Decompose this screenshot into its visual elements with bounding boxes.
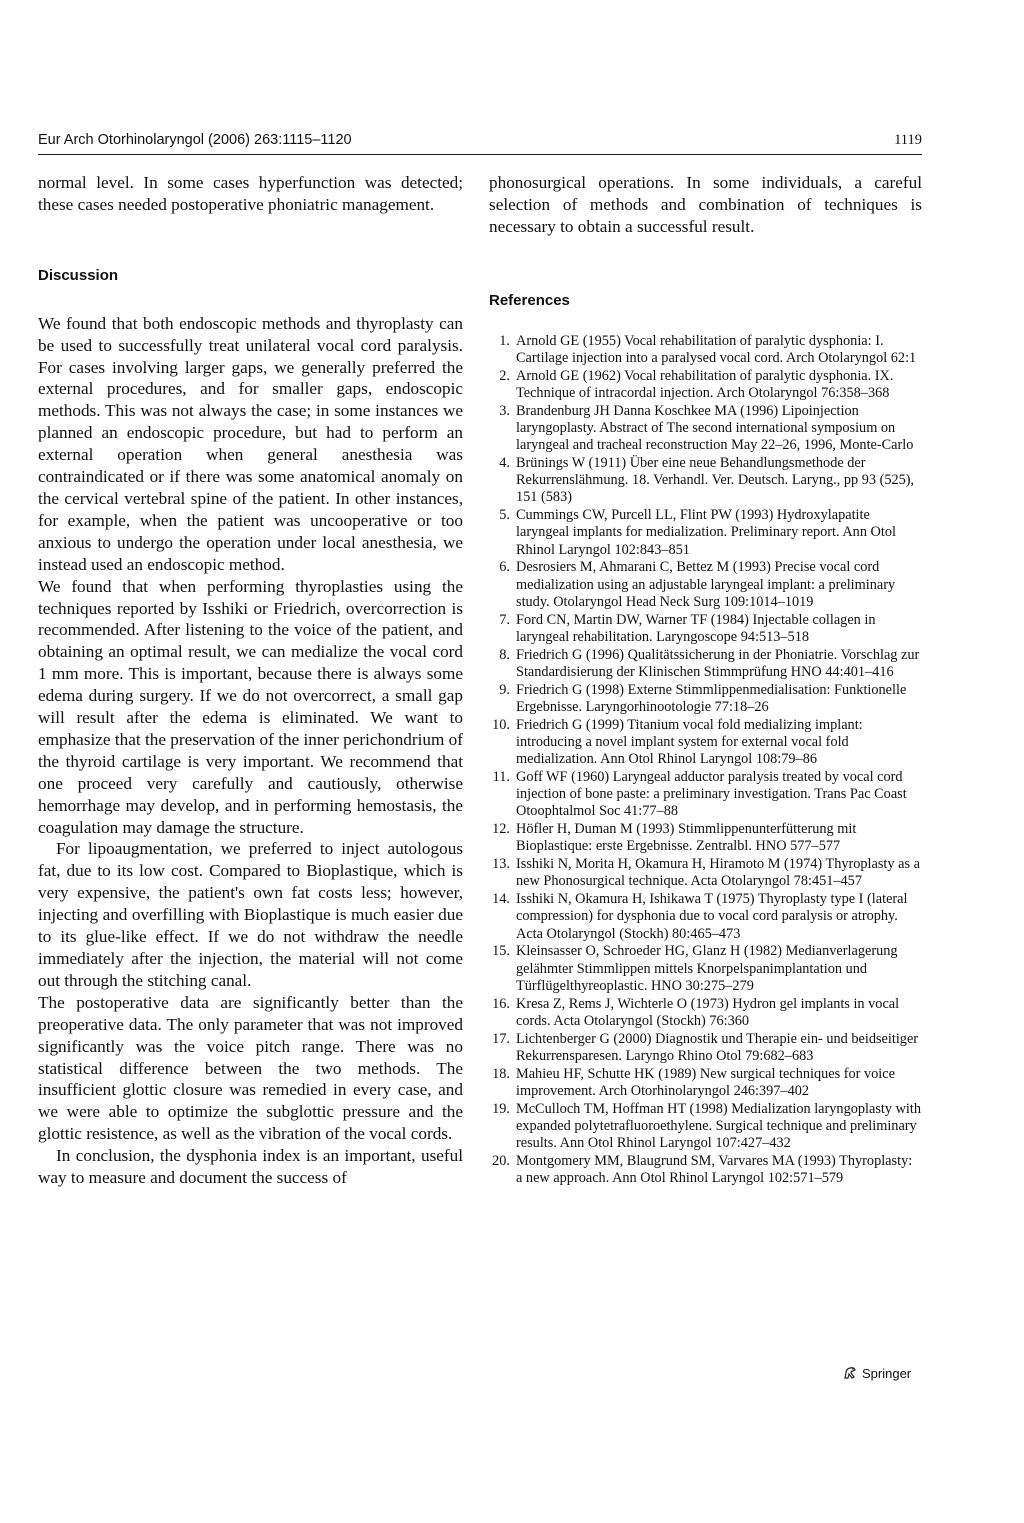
reference-number: 16. [492, 995, 510, 1012]
reference-number: 5. [499, 507, 510, 524]
right-column [489, 172, 922, 1188]
reference-text: Isshiki N, Okamura H, Ishikawa T (1975) Thyroplasty type I (lateral compression) for dysphonia due to vocal cord paralysis or atrophy. Acta Otolaryngol (Stockh) 80:465–473 [516, 891, 908, 942]
reference-number: 11. [492, 768, 510, 785]
reference-item [489, 403, 922, 455]
reference-number: 3. [499, 402, 510, 419]
reference-text: Mahieu HF, Schutte HK (1989) New surgical techniques for voice improvement. Arch Otorhinolaryngol 246:397–402 [516, 1065, 895, 1099]
reference-number: 18. [492, 1065, 510, 1082]
reference-text: Cummings CW, Purcell LL, Flint PW (1993) Hydroxylapatite laryngeal implants for medialization. Preliminary report. Ann Otol Rhinol Laryngol 102:843–851 [516, 507, 896, 558]
reference-item [489, 821, 922, 856]
reference-number: 15. [492, 943, 510, 960]
journal-citation: Eur Arch Otorhinolaryngol (2006) 263:1115–1120 [38, 132, 352, 148]
reference-text: Arnold GE (1962) Vocal rehabilitation of paralytic dysphonia. IX. Technique of intracordal injection. Arch Otolaryngol 76:358–368 [516, 367, 894, 401]
springer-horse-icon [842, 1365, 858, 1381]
reference-number: 17. [492, 1030, 510, 1047]
reference-item [489, 769, 922, 821]
discussion-paragraph: We found that both endoscopic methods and thyroplasty can be used to successfully treat unilateral vocal cord paralysis. For cases involving larger gaps, we generally preferred the external procedures, and for smaller gaps, endoscopic methods. This was not always the case; in some instances we planned an endoscopic procedure, but had to perform an external operation when general anesthesia was contraindicated or if there was some anatomical anomaly on the cervical vertebral spine of the patient. In other instances, for example, when the patient was uncooperative or too anxious to undergo the operation under local anesthesia, we instead used an endoscopic method. [38, 313, 463, 574]
reference-number: 7. [499, 611, 510, 628]
reference-item [489, 507, 922, 559]
reference-number: 2. [499, 367, 510, 384]
reference-list [489, 333, 922, 1188]
reference-text: Brünings W (1911) Über eine neue Behandlungsmethode der Rekurrenslähmung. 18. Verhandl. Ver. Deutsch. Laryng., pp 93 (525), 151 (583) [516, 454, 915, 506]
reference-item [489, 559, 922, 611]
reference-item [489, 891, 922, 943]
discussion-paragraph: The postoperative data are significantly better than the preoperative data. The only parameter that was not improved significantly was the voice pitch range. There was no statistical difference between the two methods. The insufficient glottic closure was remedied in every case, and we were able to optimize the subglottic pressure and the glottic resistence, as well as the vibration of the vocal cords. [38, 992, 463, 1144]
right-intro-text: phonosurgical operations. In some individuals, a careful selection of methods and combination of techniques is necessary to obtain a successful result. [489, 173, 922, 236]
references-heading: References [489, 291, 570, 309]
reference-number: 20. [492, 1152, 510, 1169]
page-number: 1119 [894, 132, 922, 148]
reference-item [489, 612, 922, 647]
reference-item [489, 1153, 922, 1188]
reference-text: Montgomery MM, Blaugrund SM, Varvares MA (1993) Thyroplasty: a new approach. Ann Otol Rhinol Laryngol 102:571–579 [516, 1152, 913, 1187]
reference-number: 13. [492, 856, 510, 873]
reference-number: 8. [499, 646, 510, 663]
discussion-heading: Discussion [38, 266, 119, 284]
discussion-paragraph: In conclusion, the dysphonia index is an important, useful way to measure and document the success of [38, 1146, 463, 1188]
reference-number: 12. [492, 821, 510, 838]
reference-text: Goff WF (1960) Laryngeal adductor paralysis treated by vocal cord injection of bone paste: a preliminary investigation. Trans Pac Coast Otoophtalmol Soc 41:77–88 [516, 768, 907, 820]
reference-number: 4. [499, 454, 510, 471]
running-header [38, 130, 922, 155]
reference-text: Kleinsasser O, Schroeder HG, Glanz H (1982) Medianverlagerung gelähmter Stimmlippen mittels Knorpelspanimplantation und Türflügelthyreoplastic. HNO 30:275–279 [516, 943, 898, 994]
reference-item [489, 943, 922, 995]
discussion-paragraph: For lipoaugmentation, we preferred to inject autologous fat, due to its low cost. Compared to Bioplastique, which is very expensive, the patient's own fat costs less; however, injecting and overfilling with Bioplastique is much easier due to its glue-like effect. If we do not withdraw the needle immediately after the injection, the material will not come out through the stitching canal. [38, 839, 463, 990]
reference-item [489, 1031, 922, 1066]
reference-text: Ford CN, Martin DW, Warner TF (1984) Injectable collagen in laryngeal rehabilitation. Laryngoscope 94:513–518 [516, 611, 876, 645]
reference-text: Kresa Z, Rems J, Wichterle O (1973) Hydron gel implants in vocal cords. Acta Otolaryngol (Stockh) 76:360 [516, 995, 900, 1029]
reference-number: 9. [499, 681, 510, 698]
publisher-logo [842, 1365, 911, 1381]
discussion-paragraph: We found that when performing thyroplasties using the techniques reported by Isshiki or Friedrich, overcorrection is recommended. After listening to the voice of the patient, and obtaining an optimal result, we can medialize the vocal cord 1 mm more. This is important, because there is always some edema during surgery. If we do not overcorrect, a small gap will result after the edema is eliminated. We want to emphasize that the preservation of the inner perichondrium of the thyroid cartilage is very important. We recommend that one proceed very carefully and cautiously, otherwise hemorrhage may develop, and in performing hemostasis, the coagulation may damage the structure. [38, 576, 463, 837]
reference-item [489, 647, 922, 682]
reference-item [489, 368, 922, 403]
reference-item [489, 1101, 922, 1153]
reference-item [489, 333, 922, 368]
reference-text: Friedrich G (1998) Externe Stimmlippenmedialisation: Funktionelle Ergebnisse. Laryngorhinootologie 77:18–26 [516, 681, 907, 715]
reference-item [489, 717, 922, 769]
publisher-name: Springer [862, 1365, 912, 1381]
reference-number: 14. [492, 891, 510, 908]
reference-number: 6. [499, 559, 510, 576]
reference-item [489, 682, 922, 717]
reference-item [489, 455, 922, 507]
reference-text: Brandenburg JH Danna Koschkee MA (1996) Lipoinjection laryngoplasty. Abstract of The second international symposium on laryngeal and tracheal reconstruction May 22–26, 1996, Monte-Carlo [516, 402, 914, 454]
reference-text: Friedrich G (1996) Qualitätssicherung in der Phoniatrie. Vorschlag zur Standardisierung der Klinischen Stimmprüfung HNO 44:401–416 [516, 646, 920, 680]
reference-item [489, 1066, 922, 1101]
left-column [38, 172, 463, 1189]
reference-text: Friedrich G (1999) Titanium vocal fold medializing implant: introducing a novel implant system for external vocal fold medialization. Ann Otol Rhinol Laryngol 108:79–86 [516, 716, 863, 768]
reference-number: 19. [492, 1100, 510, 1117]
reference-item [489, 996, 922, 1031]
left-intro-text: normal level. In some cases hyperfunction was detected; these cases needed postoperative phoniatric management. [38, 173, 463, 214]
reference-text: Arnold GE (1955) Vocal rehabilitation of paralytic dysphonia: I. Cartilage injection into a paralysed vocal cord. Arch Otolaryngol 62:1 [516, 332, 917, 366]
reference-number: 10. [492, 716, 510, 733]
reference-text: Lichtenberger G (2000) Diagnostik und Therapie ein- und beidseitiger Rekurrensparesen. Laryngo Rhino Otol 79:682–683 [516, 1030, 919, 1064]
reference-text: Höfler H, Duman M (1993) Stimmlippenunterfütterung mit Bioplastique: erste Ergebnisse. Zentralbl. HNO 577–577 [516, 821, 857, 855]
reference-text: Desrosiers M, Ahmarani C, Bettez M (1993) Precise vocal cord medialization using an adjustable laryngeal implant: a preliminary study. Otolaryngol Head Neck Surg 109:1014–1019 [516, 559, 896, 610]
reference-text: Isshiki N, Morita H, Okamura H, Hiramoto M (1974) Thyroplasty as a new Phonosurgical technique. Acta Otolaryngol 78:451–457 [516, 856, 920, 890]
reference-number: 1. [499, 332, 510, 349]
reference-text: McCulloch TM, Hoffman HT (1998) Medialization laryngoplasty with expanded polytetrafluoroethylene. Surgical technique and preliminary results. Ann Otol Rhinol Laryngol 107:427–432 [516, 1100, 922, 1152]
reference-item [489, 856, 922, 891]
